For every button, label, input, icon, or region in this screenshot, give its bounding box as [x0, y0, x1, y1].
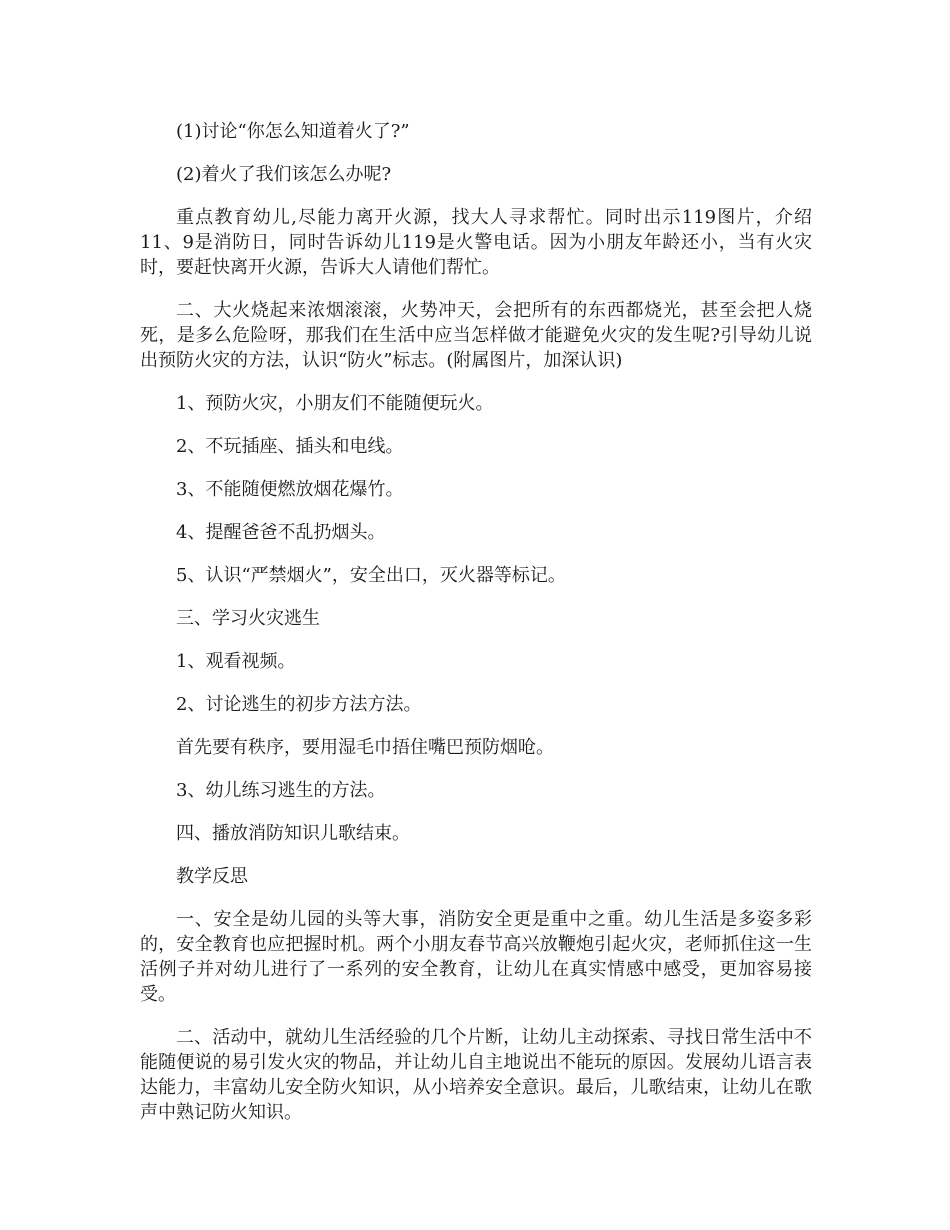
section-four-heading: 四、播放消防知识儿歌结束。: [176, 823, 410, 844]
escape-item-1: 1、观看视频。: [176, 651, 296, 672]
section-three-heading: 三、学习火灾逃生: [176, 608, 320, 629]
escape-item-2: 2、讨论逃生的初步方法方法。: [176, 694, 422, 715]
document-body: [140, 119, 812, 1143]
section-two-paragraph: 二、大火烧起来浓烟滚滚，火势冲天，会把所有的东西都烧光，甚至会把人烧死，是多么危险呀，那我们在生活中应当怎样做才能避免火灾的发生呢?引导幼儿说出预防火灾的方法，认识“防火”标志。(附属图片，加深认识): [140, 300, 812, 371]
prevention-item-3: 3、不能随便燃放烟花爆竹。: [176, 479, 404, 500]
teaching-reflection-heading: 教学反思: [176, 866, 248, 887]
discussion-question-1: (1)讨论“你怎么知道着火了?”: [176, 121, 410, 142]
escape-note: 首先要有秩序，要用湿毛巾捂住嘴巴预防烟呛。: [176, 737, 554, 758]
prevention-item-2: 2、不玩插座、插头和电线。: [176, 436, 404, 457]
reflection-paragraph-2: 二、活动中，就幼儿生活经验的几个片断，让幼儿主动探索、寻找日常生活中不能随便说的易引发火灾的物品，并让幼儿自主地说出不能玩的原因。发展幼儿语言表达能力，丰富幼儿安全防火知识，从小培养安全意识。最后，儿歌结束，让幼儿在歌声中熟记防火知识。: [140, 1027, 812, 1123]
escape-item-3: 3、幼儿练习逃生的方法。: [176, 780, 386, 801]
prevention-item-4: 4、提醒爸爸不乱扔烟头。: [176, 522, 386, 543]
key-education-paragraph: 重点教育幼儿,尽能力离开火源，找大人寻求帮忙。同时出示119图片，介绍11、9是消防日，同时告诉幼儿119是火警电话。因为小朋友年龄还小，当有火灾时，要赶快离开火源，告诉大人请他们帮忙。: [140, 207, 812, 278]
prevention-item-5: 5、认识“严禁烟火”，安全出口，灭火器等标记。: [176, 565, 566, 586]
reflection-paragraph-1: 一、安全是幼儿园的头等大事，消防安全更是重中之重。幼儿生活是多姿多彩的，安全教育也应把握时机。两个小朋友春节高兴放鞭炮引起火灾，老师抓住这一生活例子并对幼儿进行了一系列的安全教育，让幼儿在真实情感中感受，更加容易接受。: [140, 909, 812, 1005]
discussion-question-2: (2)着火了我们该怎么办呢?: [176, 164, 392, 185]
prevention-item-1: 1、预防火灾，小朋友们不能随便玩火。: [176, 393, 494, 414]
